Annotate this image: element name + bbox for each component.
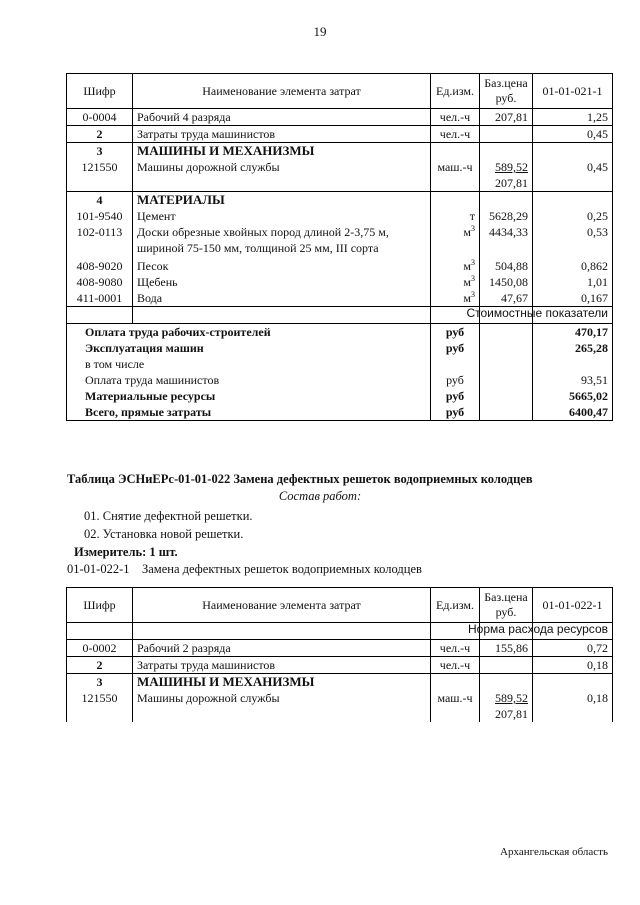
cost-value: 265,28 — [533, 340, 613, 356]
row-price: 47,67 — [480, 290, 533, 307]
row-name: Песок — [133, 258, 431, 274]
header-code: Шифр — [67, 74, 133, 109]
table-row — [67, 208, 613, 224]
row-unit: т — [431, 208, 480, 224]
row-unit: чел.-ч — [431, 640, 480, 657]
row-price-secondary: 207,81 — [495, 176, 528, 190]
header-norm: 01-01-022-1 — [533, 588, 613, 623]
header-unit: Ед.изм. — [431, 588, 480, 623]
row-name: Рабочий 2 разряда — [133, 640, 431, 657]
row-code: 0-0002 — [67, 640, 133, 657]
work-step: 02. Установка новой решетки. — [84, 527, 244, 541]
row-name: Цемент — [133, 208, 431, 224]
row-code: 121550 — [67, 159, 133, 192]
row-price: 207,81 — [480, 109, 533, 126]
norm-code-line: 01-01-022-1 Замена дефектных решеток водоприемных колодцев — [67, 562, 422, 576]
caption-row — [67, 307, 613, 324]
cost-row — [67, 340, 613, 356]
row-name-continued: шириной 75-150 мм, толщиной 25 мм, III сорта — [137, 241, 379, 255]
cost-value: 5665,02 — [533, 388, 613, 404]
cost-unit: руб — [431, 324, 480, 341]
table-row — [67, 192, 613, 209]
unit-superscript: 3 — [471, 274, 475, 283]
table-header-row — [67, 74, 613, 109]
row-name: Вода — [133, 290, 431, 307]
row-code: 2 — [67, 657, 133, 674]
table-row — [67, 690, 613, 722]
cost-row — [67, 388, 613, 404]
cost-unit: руб — [431, 372, 480, 388]
measure-unit: Измеритель: 1 шт. — [74, 545, 178, 559]
row-code: 121550 — [67, 690, 133, 722]
row-unit: маш.-ч — [431, 159, 480, 192]
header-price: Баз.цена руб. — [480, 74, 533, 109]
resource-table-2 — [66, 587, 613, 722]
cost-value: 470,17 — [533, 324, 613, 341]
region-footer: Архангельская область — [500, 846, 608, 858]
table-row — [67, 159, 613, 192]
row-code: 3 — [67, 674, 133, 691]
section-title: Таблица ЭСНиЕРс-01-01-022 Замена дефектных решеток водоприемных колодцев — [67, 472, 533, 486]
work-step: 01. Снятие дефектной решетки. — [84, 509, 253, 523]
row-price — [480, 126, 533, 143]
row-name: Машины дорожной службы — [133, 690, 431, 722]
cost-value: 93,51 — [533, 372, 613, 388]
row-norm: 0,18 — [533, 690, 613, 722]
row-price-secondary: 207,81 — [495, 707, 528, 721]
header-name: Наименование элемента затрат — [133, 588, 431, 623]
row-norm: 0,53 — [533, 224, 613, 258]
table-row — [67, 640, 613, 657]
table-row — [67, 274, 613, 290]
row-unit: чел.-ч — [431, 109, 480, 126]
row-norm: 1,25 — [533, 109, 613, 126]
table-row — [67, 109, 613, 126]
row-price: 504,88 — [480, 258, 533, 274]
header-unit: Ед.изм. — [431, 74, 480, 109]
page-number: 19 — [313, 24, 327, 39]
cost-value: 6400,47 — [533, 404, 613, 421]
cost-row — [67, 404, 613, 421]
section-subtitle: Состав работ: — [278, 489, 362, 503]
cost-name: Материальные ресурсы — [67, 388, 431, 404]
resource-table-1 — [66, 73, 613, 421]
table-row — [67, 290, 613, 307]
row-norm: 0,18 — [533, 657, 613, 674]
cost-name: Оплата труда рабочих-строителей — [67, 324, 431, 341]
norm-caption: Норма расхода ресурсов — [533, 623, 613, 640]
cost-row — [67, 372, 613, 388]
row-code: 102-0113 — [67, 224, 133, 258]
row-name: Доски обрезные хвойных пород длиной 2-3,75 м, — [137, 225, 389, 239]
row-code: 408-9080 — [67, 274, 133, 290]
row-unit: маш.-ч — [431, 690, 480, 722]
row-unit: чел.-ч — [431, 657, 480, 674]
header-price: Баз.цена руб. — [480, 588, 533, 623]
table-row — [67, 224, 613, 258]
row-price — [480, 657, 533, 674]
row-code: 408-9020 — [67, 258, 133, 274]
cost-name: Эксплуатация машин — [67, 340, 431, 356]
header-norm: 01-01-021-1 — [533, 74, 613, 109]
row-norm: 0,45 — [533, 159, 613, 192]
row-code: 2 — [67, 126, 133, 143]
row-code: 101-9540 — [67, 208, 133, 224]
cost-name: Всего, прямые затраты — [67, 404, 431, 421]
row-name: Щебень — [133, 274, 431, 290]
cost-unit: руб — [431, 340, 480, 356]
cost-row — [67, 356, 613, 372]
row-unit: м — [463, 275, 471, 289]
row-norm: 0,167 — [533, 290, 613, 307]
row-unit: м — [463, 291, 471, 305]
row-price: 589,52 — [495, 691, 528, 705]
cost-name: Оплата труда машинистов — [67, 372, 431, 388]
unit-superscript: 3 — [471, 290, 475, 299]
row-name: Затраты труда машинистов — [133, 657, 431, 674]
section-heading: МАТЕРИАЛЫ — [133, 192, 431, 209]
header-name: Наименование элемента затрат — [133, 74, 431, 109]
row-name: Машины дорожной службы — [133, 159, 431, 192]
row-norm: 1,01 — [533, 274, 613, 290]
row-norm: 0,862 — [533, 258, 613, 274]
row-unit: м — [463, 225, 471, 239]
section-heading: МАШИНЫ И МЕХАНИЗМЫ — [133, 674, 431, 691]
cost-caption: Стоимостные показатели — [533, 307, 613, 324]
row-price: 4434,33 — [480, 224, 533, 258]
cost-unit: руб — [431, 404, 480, 421]
row-name: Рабочий 4 разряда — [133, 109, 431, 126]
table-header-row — [67, 588, 613, 623]
row-name: Затраты труда машинистов — [133, 126, 431, 143]
row-price: 5628,29 — [480, 208, 533, 224]
cost-row — [67, 324, 613, 341]
table-row — [67, 657, 613, 674]
caption-row — [67, 623, 613, 640]
table-row — [67, 674, 613, 691]
unit-superscript: 3 — [471, 224, 475, 233]
row-unit: м — [463, 259, 471, 273]
row-price: 589,52 — [495, 160, 528, 174]
row-code: 3 — [67, 143, 133, 160]
row-code: 0-0004 — [67, 109, 133, 126]
row-norm: 0,25 — [533, 208, 613, 224]
row-price: 1450,08 — [480, 274, 533, 290]
row-norm: 0,72 — [533, 640, 613, 657]
cost-unit: руб — [431, 388, 480, 404]
row-code: 411-0001 — [67, 290, 133, 307]
cost-name: в том числе — [67, 356, 431, 372]
unit-superscript: 3 — [471, 258, 475, 267]
table-row — [67, 126, 613, 143]
table-row — [67, 143, 613, 160]
table-row — [67, 258, 613, 274]
row-code: 4 — [67, 192, 133, 209]
row-unit: чел.-ч — [431, 126, 480, 143]
section-heading: МАШИНЫ И МЕХАНИЗМЫ — [133, 143, 431, 160]
row-norm: 0,45 — [533, 126, 613, 143]
header-code: Шифр — [67, 588, 133, 623]
row-price: 155,86 — [480, 640, 533, 657]
